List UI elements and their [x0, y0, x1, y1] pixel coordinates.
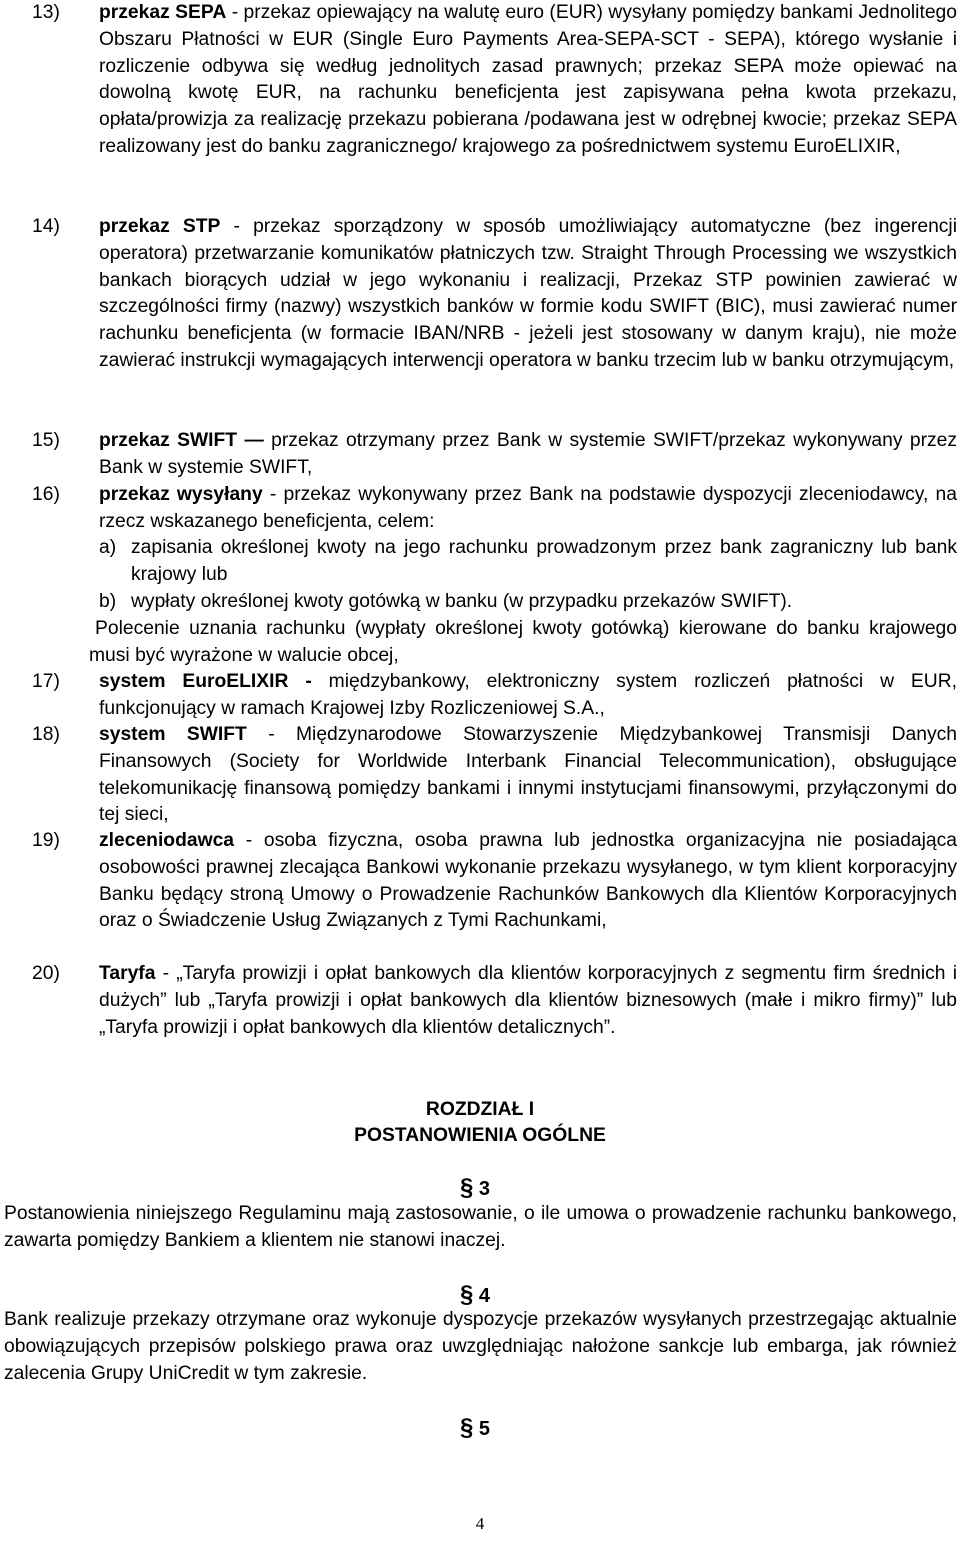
section-mark-5: [460, 1414, 490, 1442]
section-number: 3: [478, 1178, 491, 1200]
definition-term: Taryfa: [99, 963, 156, 984]
definition-term: przekaz wysyłany: [99, 484, 263, 505]
definition-item-14: [4, 214, 957, 375]
definition-item-19: [4, 828, 957, 935]
definition-body: [99, 0, 957, 161]
definition-item-15: [4, 428, 957, 482]
section-number: 4: [478, 1285, 491, 1307]
section-paragraph-3: [4, 1201, 957, 1255]
definition-text: - przekaz sporządzony w sposób umożliwiający automatyczne (bez ingerencji operatora) przetwarzanie komunikatów płatniczych tzw. Straight Through Processing we wszystkich bankach biorących udział w jego wykonaniu i realizacji, Przekaz STP powinien zawierać w szczególności firmy (nazwy) wszystkich banków w formie kodu SWIFT (BIC), musi zawierać numer rachunku beneficjenta (w formacie IBAN/NRB - jeżeli jest stosowany w danym kraju), nie może zawierać instrukcji wymagających interwencji operatora w banku trzecim lub w banku otrzymującym,: [99, 216, 957, 371]
definition-number: 13): [32, 2, 60, 23]
section-text: Postanowienia niniejszego Regulaminu mają zastosowanie, o ile umowa o prowadzenie rachunku bankowego, zawarta pomiędzy Bankiem a klientem nie stanowi inaczej.: [4, 1203, 957, 1251]
section-symbol: §: [460, 1174, 474, 1201]
definition-text: - osoba fizyczna, osoba prawna lub jednostka organizacyjna nie posiadająca osobowości prawnej zlecająca Bankowi wykonanie przekazu wysyłanego, w tym klient korporacyjny Banku będący stroną Umowy o Prowadzenie Rachunków Bankowych dla Klientów Korporacyjnych oraz o Świadczenie Usług Związanych z Tymi Rachunkami,: [99, 830, 957, 932]
definition-body: [99, 214, 957, 375]
definition-term: przekaz SEPA: [99, 2, 227, 23]
definition-number: 15): [32, 430, 60, 451]
section-number: 5: [478, 1418, 491, 1440]
definition-text: - „Taryfa prowizji i opłat bankowych dla klientów korporacyjnych z segmentu firm średnich i dużych” lub „Taryfa prowizji i opłat bankowych dla klientów biznesowych (małe i mikro firmy)” lub „Taryfa prowizji i opłat bankowych dla klientów detalicznych”.: [99, 963, 957, 1038]
definition-number: 20): [32, 963, 60, 984]
definition-text: - Międzynarodowe Stowarzyszenie Międzybankowej Transmisji Danych Finansowych (Society for Worldwide Interbank Financial Telecommunication), obsługujące telekomunikację finansową pomiędzy bankami i innymi instytucjami finansowymi, przyłączonymi do tej sieci,: [99, 724, 957, 826]
subitem-text: zapisania określonej kwoty na jego rachunku prowadzonym przez bank zagraniczny lub bank krajowy lub: [131, 537, 957, 585]
chapter-subtitle: POSTANOWIENIA OGÓLNE: [354, 1125, 606, 1146]
definition-body: [99, 961, 957, 1041]
definition-number: 19): [32, 830, 60, 851]
section-mark-3: [460, 1174, 490, 1202]
definition-body: [99, 722, 957, 829]
definition-item-20: [4, 961, 957, 1041]
definition-text: przekaz otrzymany przez Bank w systemie SWIFT/przekaz wykonywany przez Bank w systemie SWIFT,: [99, 430, 957, 478]
definition-item-18: [4, 722, 957, 829]
definition-body: [99, 482, 957, 536]
section-symbol: §: [460, 1414, 474, 1441]
subitem-text: wypłaty określonej kwoty gotówką w banku (w przypadku przekazów SWIFT).: [131, 591, 793, 612]
definition-number: 14): [32, 216, 60, 237]
definition-term: zleceniodawca: [99, 830, 235, 851]
definition-term: przekaz SWIFT —: [99, 430, 264, 451]
definition-body: [99, 669, 957, 723]
definition-item-13: [4, 0, 957, 161]
subitem-label: b): [99, 591, 117, 612]
definition-item-16: [4, 482, 957, 536]
section-symbol: §: [460, 1281, 474, 1308]
definition-body: [99, 428, 957, 482]
definition-term: przekaz STP: [99, 216, 221, 237]
page-number: 4: [475, 1514, 485, 1533]
subitem-a: [99, 535, 957, 589]
definition-number: 17): [32, 671, 60, 692]
subitem-label: a): [99, 537, 117, 558]
definition-item-17: [4, 669, 957, 723]
definition-text: - przekaz opiewający na walutę euro (EUR) wysyłany pomiędzy bankami Jednolitego Obszaru Płatności w EUR (Single Euro Payments Area-SEPA-SCT - SEPA), którego wysłanie i rozliczenie odbywa się według jednolitych zasad prawnych; przekaz SEPA może opiewać na dowolną kwotę EUR, na rachunku beneficjenta jest zapisywana pełna kwota przekazu, opłata/prowizja za realizację przekazu pobierana /podawana jest w odrębnej kwocie; przekaz SEPA realizowany jest do banku zagranicznego/ krajowego za pośrednictwem systemu EuroELIXIR,: [99, 2, 957, 157]
definition-text: międzybankowy, elektroniczny system rozliczeń płatności w EUR, funkcjonujący w ramach Krajowej Izby Rozliczeniowej S.A.,: [99, 671, 957, 719]
definition-text: - przekaz wykonywany przez Bank na podstawie dyspozycji zleceniodawcy, na rzecz wskazanego beneficjenta, celem:: [99, 484, 957, 532]
definition-note: Polecenie uznania rachunku (wypłaty określonej kwoty gotówką) kierowane do banku krajowego musi być wyrażone w walucie obcej,: [89, 618, 957, 666]
definition-number: 18): [32, 724, 60, 745]
section-mark-4: [460, 1281, 490, 1309]
section-text: Bank realizuje przekazy otrzymane oraz wykonuje dyspozycje przekazów wysyłanych przestrzegając aktualnie obowiązujących przepisów polskiego prawa oraz uwzględniając nałożone sankcje lub embarga, jak również zalecenia Grupy UniCredit w tym zakresie.: [4, 1309, 957, 1384]
section-paragraph-4: [4, 1307, 957, 1387]
definition-term: system EuroELIXIR -: [99, 671, 312, 692]
definition-term: system SWIFT: [99, 724, 247, 745]
definition-number: 16): [32, 484, 60, 505]
definition-body: [99, 828, 957, 935]
subitem-b: [99, 589, 957, 616]
chapter-title: ROZDZIAŁ I: [425, 1099, 535, 1120]
